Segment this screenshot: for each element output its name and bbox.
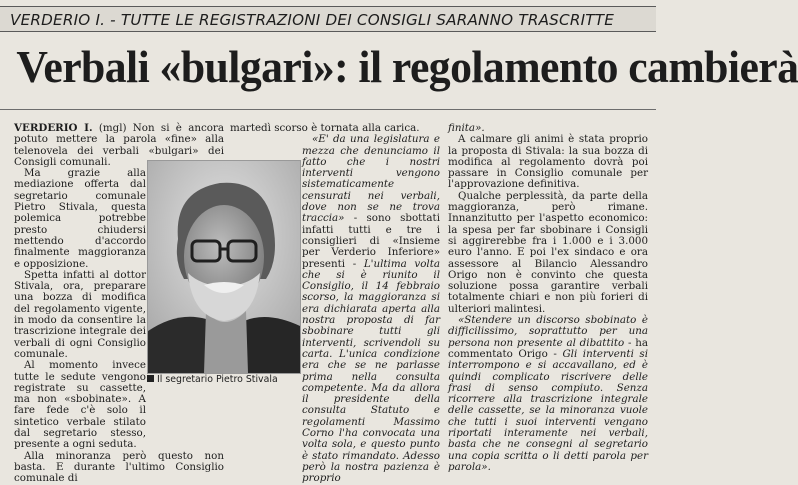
portrait-image — [148, 161, 300, 373]
paragraph: Al momento invece tutte le sedute vengono registrate su cassette, ma non «sbobinate». A fare fede c'è solo il sintetico verbale stilato dal segretario stesso, presente a ogni seduta. — [14, 359, 146, 451]
headline: Verbali «bulgari»: il regolamento cambierà — [16, 41, 798, 92]
quote: Gli interventi si interrompono e si accavallano, ed è quindi complicato riscrivere delle frasi di senso compiuto. Senza ricorrere alla trascrizione integrale delle cassette, se la minoranza vuole che tutti i suoi interventi vengano riportati interamente nei verbali, basta che ne consegni al segretario una copia scritta o li detti parola per parola». — [448, 347, 648, 473]
paragraph: - sono sbottati infatti tutti e tre i consiglieri di «Insieme per Verderio Inferiore» presenti - — [302, 212, 440, 270]
portrait-photo — [147, 160, 301, 374]
paragraph: Qualche perplessità, da parte della maggioranza, però rimane. Innanzitutto per l'aspetto economico: la spesa per far sbobinare i Consigli si aggirerebbe fra i 1.000 e i 3.000 euro l'anno. E poi l'ex sindaco e ora assessore al Bilancio Alessandro Origo non è convinto che questa soluzione possa garantire verbali totalmente chiari e non più forieri di ulteriori malintesi. — [448, 189, 648, 315]
paragraph: - ha commentato Origo - — [448, 336, 649, 360]
caption-square-icon — [147, 375, 154, 382]
kicker-line: VERDERIO I. - TUTTE LE REGISTRAZIONI DEI CONSIGLI SARANNO TRASCRITTE — [0, 6, 656, 32]
quote: «Stendere un discorso sbobinato è difficilissimo, soprattutto per una persona non presente al dibattito — [448, 314, 648, 349]
paragraph: martedì scorso è tornata alla carica. — [230, 122, 420, 134]
photo-caption — [147, 374, 299, 386]
paragraph: A calmare gli animi è stata proprio la proposta di Stivala: la sua bozza di modifica al regolamento dovrà poi passare in Consiglio comunale per l'approvazione definitiva. — [448, 133, 648, 191]
caption-text: Il segretario Pietro Stivala — [157, 374, 278, 385]
paragraph: Spetta infatti al dottor Stivala, ora, preparare una bozza di modifica del regolamento vigente, in modo da consentire la trascrizione integrale dei verbali di ogni Consiglio comunale. — [14, 268, 146, 360]
paragraph: Alla minoranza però questo non basta. E durante l'ultimo Consiglio comunale di — [14, 449, 224, 485]
quote: L'ultima volta che si è riunito il Consiglio, il 14 febbraio scorso, la maggioranza si era dichiarata aperta alla nostra proposta di far sbobinare tutti gli interventi, scrivendoli su carta. L'unica condizione era che se ne parlasse prima nella consulta competente. Ma da allora il presidente della consulta Statuto e regolamenti Massimo Corno l'ha convocata una volta sola, e questo punto è stato rimandato. Adesso però la nostra pazienza è proprio — [302, 257, 440, 485]
quote: «E' da una legislatura e mezza che denunciamo il fatto che i nostri interventi vengono sistematicamente censurati nei verbali, dove non se ne trova traccia» — [302, 133, 440, 225]
paragraph: Ma grazie alla mediazione offerta dal segretario comunale Pietro Stivala, questa polemica potrebbe presto chiudersi mettendo d'accordo finalmente maggioranza e opposizione. — [14, 167, 146, 270]
article-column-3 — [448, 122, 649, 473]
quote: finita». — [448, 122, 485, 134]
paragraph: (mgl) Non si è ancora potuto mettere la parola «fine» alla telenovela dei verbali «bulgari» dei Consigli comunali. — [14, 122, 224, 168]
headline-rule — [0, 109, 656, 110]
byline: VERDERIO I. — [14, 122, 93, 134]
